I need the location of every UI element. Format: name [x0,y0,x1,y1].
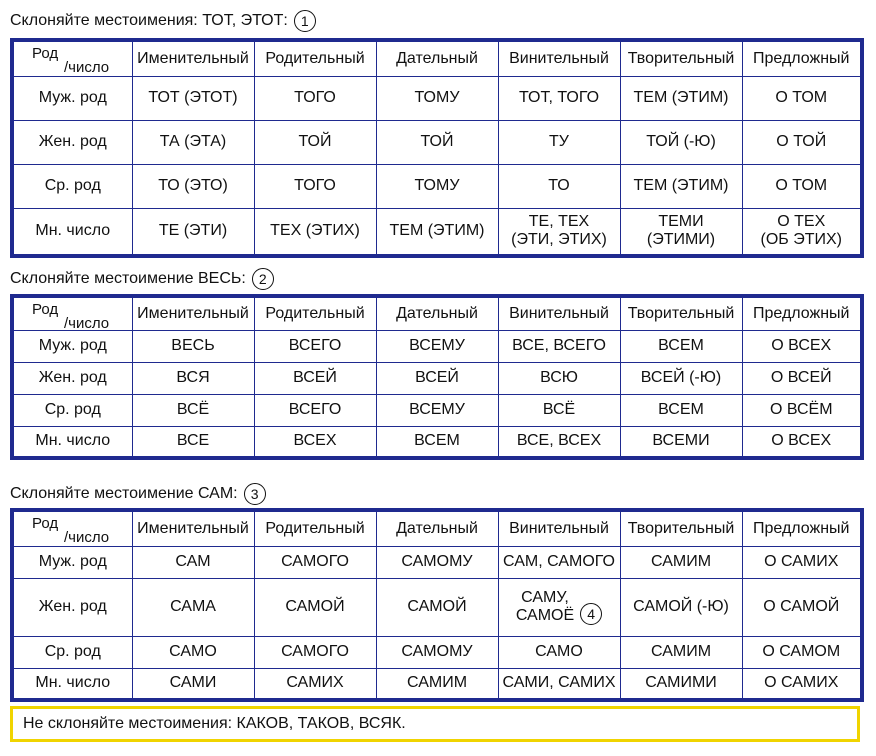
table-row [12,394,862,426]
case-header: Предложный [742,40,862,76]
case-header: Именительный [132,40,254,76]
table-cell: ТО [498,164,620,208]
table-cell: ТЕМ (ЭТИМ) [620,76,742,120]
table-cell: САМО [498,636,620,668]
table-cell: САМ [132,546,254,578]
table-cell: ТА (ЭТА) [132,120,254,164]
row-label: Ср. род [12,636,132,668]
corner-rod-label: Род [32,45,59,62]
table-cell: ТОТ (ЭТОТ) [132,76,254,120]
corner-number-label: /число [64,529,110,546]
table-row [12,636,862,668]
section-3-title-text: Склоняйте местоимение САМ: [10,485,238,502]
table-row [12,546,862,578]
table-row [12,76,862,120]
table-cell: ВСЕЙ [254,362,376,394]
table-cell: ТЕХ (ЭТИХ) [254,208,376,256]
table-cell: ТОЙ [254,120,376,164]
table-row [12,578,862,636]
table-cell: САМОЙ [376,578,498,636]
table-cell: САМУ, САМОЁ 4 [498,578,620,636]
table-cell: ВЕСЬ [132,330,254,362]
table-cell: ВСЕМУ [376,330,498,362]
table-cell: О САМИХ [742,668,862,700]
case-header: Творительный [620,40,742,76]
section-3-title [10,483,266,505]
table-cell: ВСЕ, ВСЕГО [498,330,620,362]
note-badge: 4 [580,603,602,625]
table-cell: ТОМУ [376,164,498,208]
row-label: Муж. род [12,546,132,578]
table-cell: ВСЕГО [254,394,376,426]
table-cell: ТОГО [254,76,376,120]
case-header: Творительный [620,510,742,546]
header-row [12,40,862,76]
corner-cell [12,296,132,330]
case-header: Дательный [376,510,498,546]
case-header: Винительный [498,510,620,546]
case-header: Дательный [376,40,498,76]
table-cell: ТЕМ (ЭТИМ) [620,164,742,208]
table-row [12,208,862,256]
table-cell: ВСЕ [132,426,254,458]
table-cell: ВСЕМ [376,426,498,458]
table-cell: ВСЕЙ [376,362,498,394]
table-cell: САМОМУ [376,546,498,578]
table-cell: САМИХ [254,668,376,700]
section-3-badge: 3 [244,483,266,505]
footer-note [10,706,860,742]
table-row [12,362,862,394]
table-cell: САМОГО [254,636,376,668]
table-row [12,164,862,208]
declension-table-sam [10,508,864,702]
table-cell: ТОЙ (-Ю) [620,120,742,164]
row-label: Мн. число [12,668,132,700]
row-label: Жен. род [12,578,132,636]
corner-number-label: /число [64,315,110,332]
table-cell: ТО (ЭТО) [132,164,254,208]
header-row [12,510,862,546]
table-cell: ВСЕМ [620,330,742,362]
section-1-badge: 1 [294,10,316,32]
table-cell: ТЕ (ЭТИ) [132,208,254,256]
table-cell: ВСЕГО [254,330,376,362]
table-cell: ВСЕМ [620,394,742,426]
case-header: Винительный [498,296,620,330]
case-header: Дательный [376,296,498,330]
corner-cell [12,40,132,76]
table-cell: О ТОМ [742,164,862,208]
corner-number-label: /число [64,59,110,76]
table-cell: ВСЕ, ВСЕХ [498,426,620,458]
table-cell: ВСЕЙ (-Ю) [620,362,742,394]
table-cell: ТОГО [254,164,376,208]
case-header: Предложный [742,510,862,546]
table-cell: САМ, САМОГО [498,546,620,578]
table-cell: САМИМ [376,668,498,700]
table-cell: ТОМУ [376,76,498,120]
row-label: Жен. род [12,120,132,164]
table-cell: О ТЕХ (ОБ ЭТИХ) [742,208,862,256]
table-cell: О ТОЙ [742,120,862,164]
row-label: Мн. число [12,208,132,256]
table-cell: О САМИХ [742,546,862,578]
row-label: Жен. род [12,362,132,394]
table-cell: ВСЕМУ [376,394,498,426]
table-cell: ТОТ, ТОГО [498,76,620,120]
corner-rod-label: Род [32,301,59,318]
table-cell: САМОМУ [376,636,498,668]
table-cell: ВСЯ [132,362,254,394]
row-label: Ср. род [12,394,132,426]
case-header: Винительный [498,40,620,76]
header-row [12,296,862,330]
table-cell: О ВСЁМ [742,394,862,426]
table-cell: О ВСЕХ [742,330,862,362]
table-cell: О ВСЕЙ [742,362,862,394]
row-label: Муж. род [12,330,132,362]
table-cell: САМИМ [620,546,742,578]
case-header: Именительный [132,296,254,330]
table-cell: ВСЁ [132,394,254,426]
table-cell: ТЕМИ (ЭТИМИ) [620,208,742,256]
footer-note-text: Не склоняйте местоимения: КАКОВ, ТАКОВ, ВСЯК. [23,715,406,732]
table-cell: О ТОМ [742,76,862,120]
table-cell: ВСЮ [498,362,620,394]
table-row [12,668,862,700]
table-cell: О САМОЙ [742,578,862,636]
table-cell: ВСЕМИ [620,426,742,458]
table-cell: ТЕМ (ЭТИМ) [376,208,498,256]
table-cell: САМИ, САМИХ [498,668,620,700]
table-cell: САМИМИ [620,668,742,700]
table-cell: САМИ [132,668,254,700]
table-cell: САМИМ [620,636,742,668]
corner-rod-label: Род [32,515,59,532]
table-cell: ТОЙ [376,120,498,164]
section-1-title-text: Склоняйте местоимения: ТОТ, ЭТОТ: [10,12,288,29]
table-cell: О ВСЕХ [742,426,862,458]
case-header: Именительный [132,510,254,546]
case-header: Родительный [254,510,376,546]
table-cell: ВСЁ [498,394,620,426]
section-2-title-text: Склоняйте местоимение ВЕСЬ: [10,270,246,287]
table-cell: О САМОМ [742,636,862,668]
table-cell: ВСЕХ [254,426,376,458]
table-cell: САМОГО [254,546,376,578]
section-2-badge: 2 [252,268,274,290]
corner-cell [12,510,132,546]
declension-table-ves [10,294,864,460]
table-cell: САМОЙ [254,578,376,636]
table-cell: САМО [132,636,254,668]
row-label: Мн. число [12,426,132,458]
table-cell: САМОЙ (-Ю) [620,578,742,636]
case-header: Творительный [620,296,742,330]
table-row [12,426,862,458]
row-label: Муж. род [12,76,132,120]
case-header: Предложный [742,296,862,330]
row-label: Ср. род [12,164,132,208]
table-cell: САМА [132,578,254,636]
declension-table-tot [10,38,864,258]
table-row [12,120,862,164]
table-cell: ТУ [498,120,620,164]
case-header: Родительный [254,296,376,330]
table-row [12,330,862,362]
section-2-title [10,268,274,290]
case-header: Родительный [254,40,376,76]
section-1-title [10,10,316,32]
table-cell: ТЕ, ТЕХ (ЭТИ, ЭТИХ) [498,208,620,256]
